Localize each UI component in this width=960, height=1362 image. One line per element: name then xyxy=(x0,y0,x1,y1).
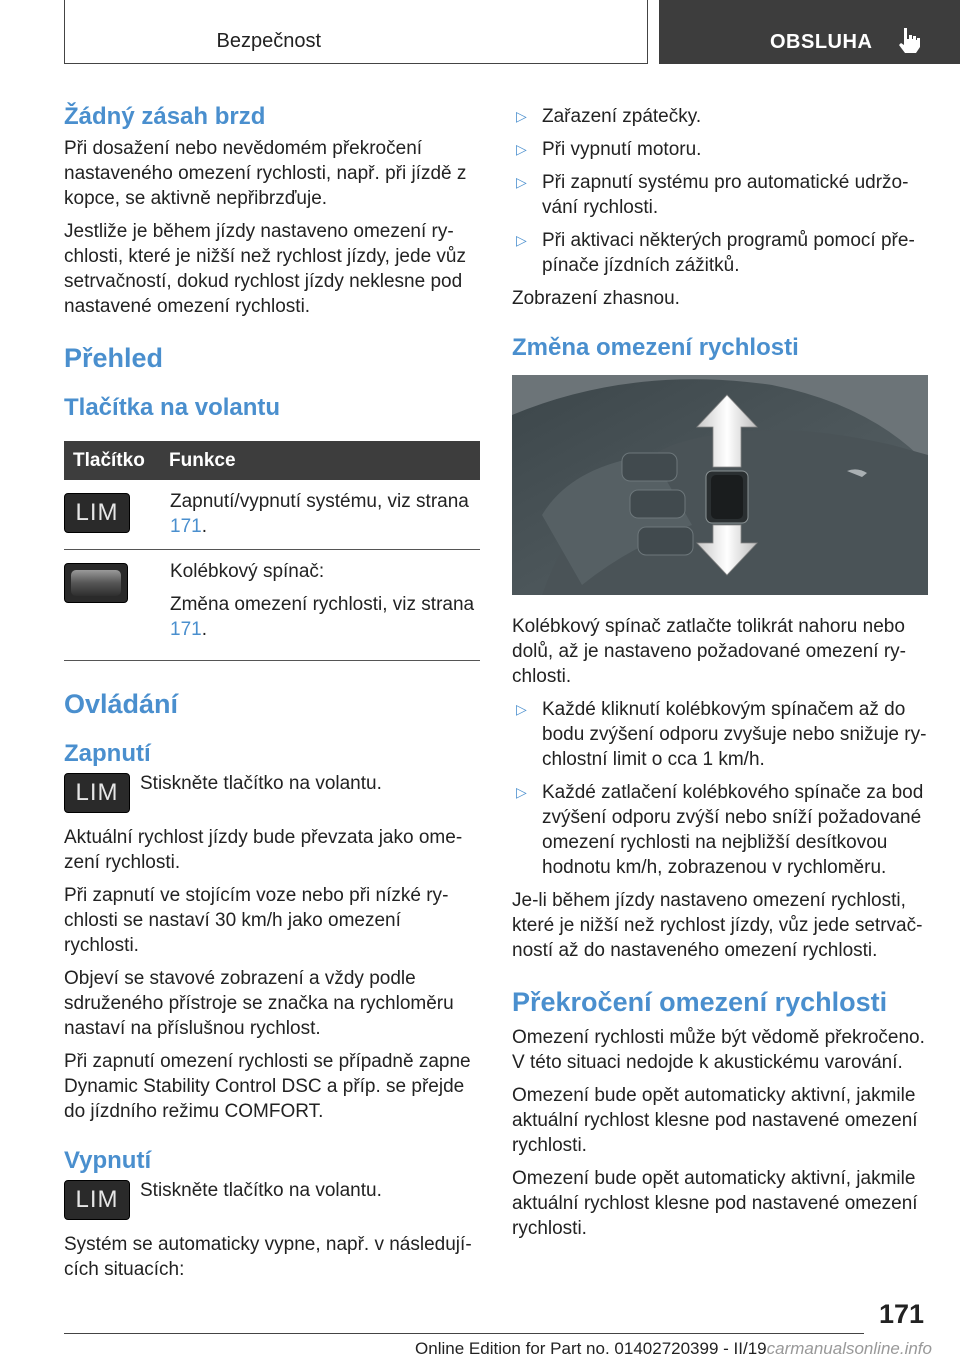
table-row: LIM Zapnutí/vypnutí systému, viz strana 171. xyxy=(64,480,480,550)
paragraph: Při dosažení nebo nevědomém překročení nastaveného omezení rychlosti, např. při jízdě z kopce, se aktivně nepřibrzďuje. xyxy=(64,138,467,209)
page-number: 171 xyxy=(878,1299,924,1329)
paragraph: Stiskněte tlačítko na volantu. xyxy=(140,773,382,794)
table-header-button: Tlačítko xyxy=(64,441,160,480)
table-cell-text: Změna omezení rychlosti, viz strana xyxy=(170,594,475,615)
list-item: ▷ Při aktivaci některých programů pomocí přepínače jízdních zážitků. xyxy=(516,230,915,276)
heading-overview: Přehled xyxy=(64,343,164,373)
footer-edition: Online Edition for Part no. 01402720399 - II/19carmanualsonline.info xyxy=(415,1339,932,1358)
table-cell-text: Kolébkový spínač: xyxy=(170,561,325,582)
triangle-bullet-icon: ▷ xyxy=(516,701,527,717)
list-item: ▷ Každé kliknutí kolébkovým spínačem až do bodu zvýšení odporu zvyšuje nebo snižuje rychlostní limit o cca 1 km/h. xyxy=(516,699,927,770)
paragraph: Kolébkový spínač zatlačte tolikrát nahoru nebo dolů, až je nastaveno požadované omezení rychlosti. xyxy=(512,616,906,687)
lim-button-icon: LIM xyxy=(64,773,130,813)
rocker-switch-icon xyxy=(64,563,128,603)
paragraph: Objeví se stavové zobrazení a vždy podle sdruženého přístroje se značka na rychloměru nastaví na příslušnou rychlost. xyxy=(64,968,454,1039)
paragraph: Aktuální rychlost jízdy bude převzata jako omezení rychlosti. xyxy=(64,827,463,873)
lim-button-icon: LIM xyxy=(64,493,130,533)
header-chapter-title: OBSLUHA xyxy=(770,31,873,53)
table-header-function: Funkce xyxy=(160,441,480,480)
footer-watermark-logo: carmanualsonline.info xyxy=(766,1339,932,1358)
table-cell-text: Zapnutí/vypnutí systému, viz strana xyxy=(170,491,469,512)
list-item: ▷ Zařazení zpátečky. xyxy=(516,106,702,127)
heading-change-limit: Změna omezení rychlosti xyxy=(512,334,799,361)
header-frame xyxy=(64,0,648,64)
bullet-list xyxy=(512,697,928,880)
paragraph: Při zapnutí ve stojícím voze nebo při nízké rychlosti se nastaví 30 km/h jako omezení rychlosti. xyxy=(64,885,449,956)
list-item: ▷ Každé zatlačení kolébkového spínače za bod zvýšení odporu zvýší nebo sníží požadované omezení rychlosti na nejbližší desítkovou hodnotu km/h, zobrazenou v rychloměru. xyxy=(516,782,924,878)
list-item: ▷ Při vypnutí motoru. xyxy=(516,139,702,160)
heading-steering-buttons: Tlačítka na volantu xyxy=(64,394,281,421)
heading-switch-on: Zapnutí xyxy=(64,740,151,767)
list-item: ▷ Při zapnutí systému pro automatické udržování rychlosti. xyxy=(516,172,909,218)
page-link[interactable]: 171 xyxy=(170,619,202,640)
steering-wheel-rocker-image xyxy=(512,375,928,595)
page-link[interactable]: 171 xyxy=(170,516,202,537)
heading-operation: Ovládání xyxy=(64,689,179,719)
triangle-bullet-icon: ▷ xyxy=(516,108,527,124)
footer-divider xyxy=(64,1333,864,1334)
triangle-bullet-icon: ▷ xyxy=(516,784,527,800)
left-column xyxy=(64,100,480,1282)
paragraph: Zobrazení zhasnou. xyxy=(512,288,680,309)
header-chapter-tab xyxy=(659,0,960,64)
triangle-bullet-icon: ▷ xyxy=(516,174,527,190)
paragraph: Při zapnutí omezení rychlosti se případně zapne Dynamic Stability Control DSC a příp. se přejde do jízdního režimu COMFORT. xyxy=(64,1051,471,1122)
header-section-title: Bezpečnost xyxy=(216,30,321,52)
paragraph: Systém se automaticky vypne, např. v následujících situacích: xyxy=(64,1234,472,1280)
bullet-list xyxy=(512,104,928,278)
buttons-table xyxy=(64,441,480,661)
pointing-hand-icon xyxy=(896,26,922,54)
right-column xyxy=(512,100,928,1241)
paragraph: Omezení rychlosti může být vědomě překročeno. V této situaci nedojde k akustickému varování. xyxy=(512,1027,925,1073)
paragraph: Stiskněte tlačítko na volantu. xyxy=(140,1180,382,1201)
triangle-bullet-icon: ▷ xyxy=(516,232,527,248)
heading-switch-off: Vypnutí xyxy=(64,1147,152,1174)
heading-exceeding-limit: Překročení omezení rychlosti xyxy=(512,987,888,1017)
triangle-bullet-icon: ▷ xyxy=(516,141,527,157)
paragraph: Omezení bude opět automaticky aktivní, jakmile aktuální rychlost klesne pod nastavené omezení rychlosti. xyxy=(512,1168,918,1239)
paragraph: Jestliže je během jízdy nastaveno omezení rychlosti, které je nižší než rychlost jízdy, jede vůz setrvačností, dokud rychlost jízdy neklesne pod nastavené omezení rychlosti. xyxy=(64,221,466,317)
paragraph: Je-li během jízdy nastaveno omezení rychlosti, které je nižší než rychlost jízdy, vůz jede setrvačností až do nastaveného omezení rychlosti. xyxy=(512,890,923,961)
heading-no-brake: Žádný zásah brzd xyxy=(64,103,266,130)
table-row: Kolébkový spínač: Změna omezení rychlosti, viz strana 171. xyxy=(64,550,480,661)
lim-button-icon: LIM xyxy=(64,1180,130,1220)
paragraph: Omezení bude opět automaticky aktivní, jakmile aktuální rychlost klesne pod nastavené omezení rychlosti. xyxy=(512,1085,918,1156)
